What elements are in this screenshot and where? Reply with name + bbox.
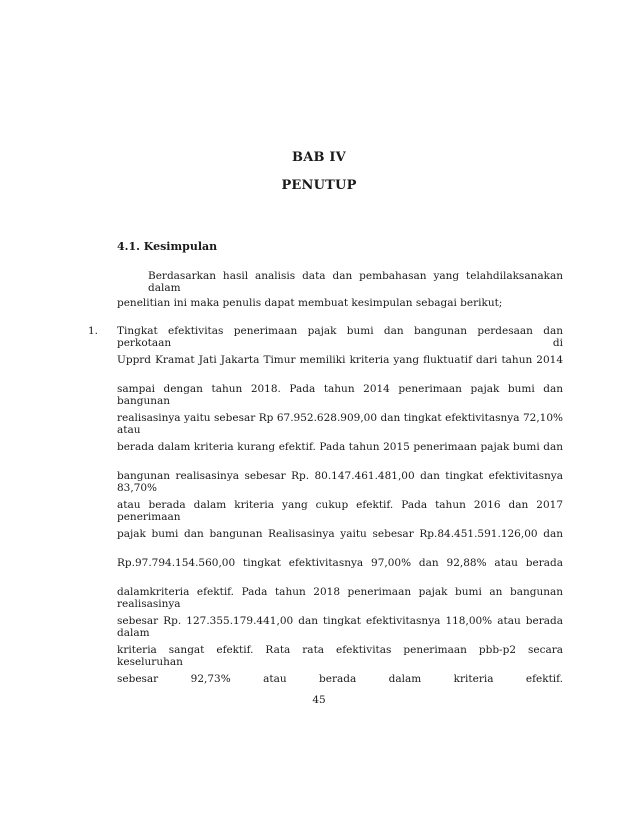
section-heading: 4.1. Kesimpulan xyxy=(117,240,218,253)
list-line: berada dalam kriteria kurang efektif. Pada tahun 2015 penerimaan pajak bumi dan xyxy=(117,441,563,453)
list-line: kriteria sangat efektif. Rata rata efektivitas penerimaan pbb-p2 secara keseluruhan xyxy=(117,644,563,668)
list-line: dalamkriteria efektif. Pada tahun 2018 penerimaan pajak bumi an bangunan realisasinya xyxy=(117,586,563,610)
list-line: pajak bumi dan bangunan Realisasinya yaitu sebesar Rp.84.451.591.126,00 dan xyxy=(117,528,563,540)
chapter-title: PENUTUP xyxy=(281,178,357,193)
intro-line: penelitian ini maka penulis dapat membuat kesimpulan sebagai berikut; xyxy=(117,297,503,309)
list-line: Upprd Kramat Jati Jakarta Timur memiliki kriteria yang fluktuatif dari tahun 2014 xyxy=(117,354,563,366)
page-number: 45 xyxy=(312,694,326,706)
chapter-number: BAB IV xyxy=(292,150,346,165)
list-line: sampai dengan tahun 2018. Pada tahun 2014 penerimaan pajak bumi dan bangunan xyxy=(117,383,563,407)
list-line: bangunan realisasinya sebesar Rp. 80.147.461.481,00 dan tingkat efektivitasnya 83,70% xyxy=(117,470,563,494)
list-line: Tingkat efektivitas penerimaan pajak bumi dan bangunan perdesaan dan perkotaan di xyxy=(117,325,563,349)
list-line: atau berada dalam kriteria yang cukup efektif. Pada tahun 2016 dan 2017 penerimaan xyxy=(117,499,563,523)
list-line: realisasinya yaitu sebesar Rp 67.952.628.909,00 dan tingkat efektivitasnya 72,10% atau xyxy=(117,412,563,436)
list-line: Rp.97.794.154.560,00 tingkat efektivitasnya 97,00% dan 92,88% atau berada xyxy=(117,557,563,569)
list-line: sebesar Rp. 127.355.179.441,00 dan tingkat efektivitasnya 118,00% atau berada dalam xyxy=(117,615,563,639)
list-marker: 1. xyxy=(88,325,99,337)
intro-line: Berdasarkan hasil analisis data dan pembahasan yang telahdilaksanakan dalam xyxy=(148,270,563,294)
list-line: sebesar 92,73% atau berada dalam kriteria efektif. xyxy=(117,673,563,685)
